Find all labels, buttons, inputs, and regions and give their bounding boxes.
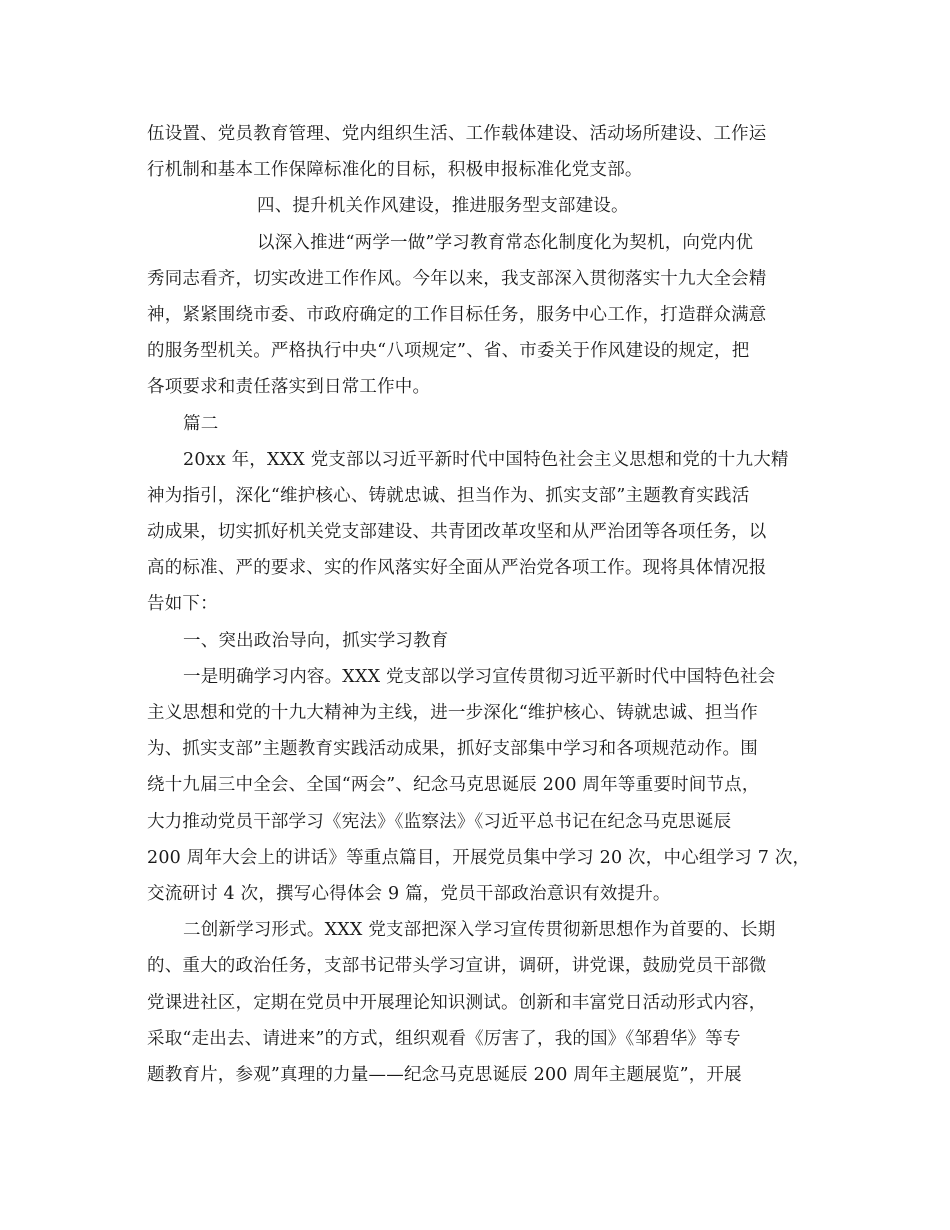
text-line: 神，紧紧围绕市委、市政府确定的工作目标任务，服务中心工作，打造群众满意 [147, 304, 767, 325]
text-line: 高的标准、严的要求、实的作风落实好全面从严治党各项工作。现将具体情况报 [147, 558, 767, 579]
text-line: 绕十九届三中全会、全国“两会”、纪念马克思诞辰 200 周年等重要时间节点， [147, 775, 760, 796]
text-line: 的服务型机关。严格执行中央“八项规定”、省、市委关于作风建设的规定，把 [147, 341, 750, 362]
text-line: 动成果，切实抓好机关党支部建设、共青团改革攻坚和从严治团等各项任务，以 [147, 522, 767, 543]
text-line: 神为指引，深化“维护核心、铸就忠诚、担当作为、抓实支部”主题教育实践活 [147, 485, 750, 506]
text-line: 党课进社区，定期在党员中开展理论知识测试。创新和丰富党日活动形式内容， [147, 992, 767, 1013]
text-line: 主义思想和党的十九大精神为主线，进一步深化“维护核心、铸就忠诚、担当作 [147, 703, 758, 723]
text-line: 篇二 [183, 413, 219, 434]
text-line: 四、提升机关作风建设，推进服务型支部建设。 [257, 196, 629, 217]
text-line: 20xx 年，XXX 党支部以习近平新时代中国特色社会主义思想和党的十九大精 [183, 449, 789, 470]
text-line: 一、突出政治导向，抓实学习教育 [183, 630, 449, 651]
text-line: 以深入推进“两学一做”学习教育常态化制度化为契机，向党内优 [257, 232, 754, 253]
text-line: 的、重大的政治任务，支部书记带头学习宣讲，调研，讲党课，鼓励党员干部微 [147, 956, 767, 977]
text-line: 告如下： [147, 594, 218, 615]
text-line: 二创新学习形式。XXX 党支部把深入学习宣传贯彻新思想作为首要的、长期 [183, 920, 776, 941]
text-line: 行机制和基本工作保障标准化的目标，积极申报标准化党支部。 [147, 160, 643, 181]
text-line: 为、抓实支部”主题教育实践活动成果，抓好支部集中学习和各项规范动作。围 [147, 739, 758, 760]
text-line: 200 周年大会上的讲话》等重点篇目，开展党员集中学习 20 次，中心组学习 7 次， [147, 847, 811, 868]
text-line: 秀同志看齐，切实改进工作作风。今年以来，我支部深入贯彻落实十九大全会精 [147, 268, 767, 289]
text-line: 大力推动党员干部学习《宪法》《监察法》《习近平总书记在纪念马克思诞辰 [147, 811, 732, 832]
text-line: 伍设置、党员教育管理、党内组织生活、工作载体建设、活动场所建设、工作运 [147, 124, 767, 144]
text-line: 题教育片，参观”真理的力量——纪念马克思诞辰 200 周年主题展览”，开展 [147, 1064, 742, 1085]
text-line: 采取“走出去、请进来”的方式，组织观看《厉害了，我的国》《邹碧华》等专 [147, 1028, 741, 1049]
text-line: 交流研讨 4 次，撰写心得体会 9 篇，党员干部政治意识有效提升。 [147, 883, 671, 904]
text-line: 各项要求和责任落实到日常工作中。 [147, 377, 431, 398]
text-line: 一是明确学习内容。XXX 党支部以学习宣传贯彻习近平新时代中国特色社会 [183, 666, 776, 687]
document-body [147, 116, 811, 1093]
